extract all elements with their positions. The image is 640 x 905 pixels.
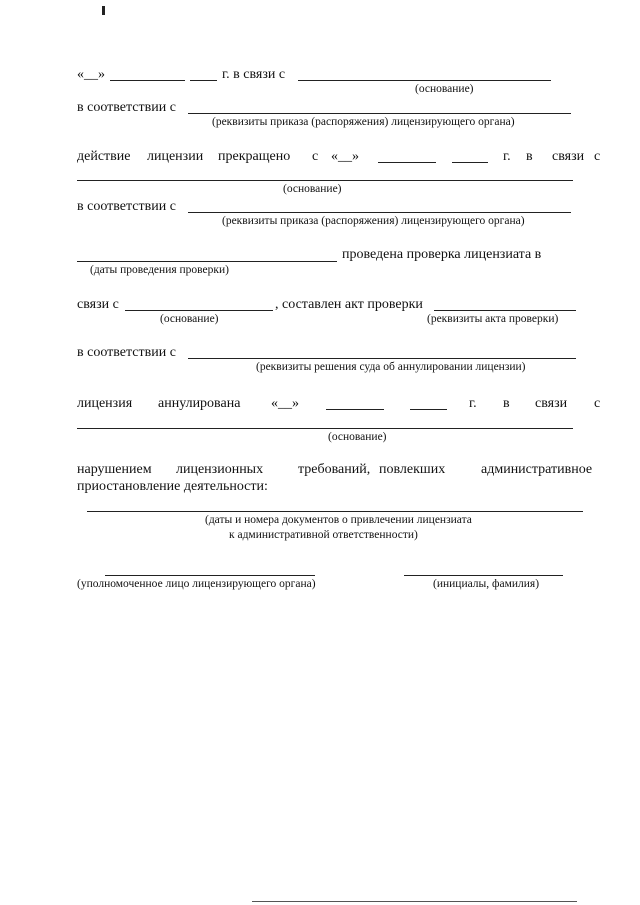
basis-field-1[interactable]	[298, 80, 551, 81]
para-word-5: административное	[481, 462, 593, 477]
order-details-field-2[interactable]	[188, 212, 571, 213]
inspection-dates-caption: (даты проведения проверки)	[90, 264, 229, 276]
act-drawn-label: , составлен акт проверки	[275, 297, 423, 312]
scan-edge-line	[252, 901, 577, 902]
para-word-3: требований,	[298, 462, 371, 477]
scan-mark	[102, 6, 105, 15]
para-line-2: приостановление деятельности:	[77, 479, 268, 494]
word-s-2: с	[594, 149, 601, 164]
date-year-blank-1[interactable]	[190, 80, 217, 81]
in-connection-label: связи с	[77, 297, 119, 312]
para-word-2: лицензионных	[176, 462, 264, 477]
word-g-2: г.	[469, 396, 477, 411]
word-litsenziya: лицензия	[77, 396, 133, 411]
year-in-connection-label-1: г. в связи с	[222, 67, 286, 82]
basis-caption-3: (основание)	[160, 313, 219, 325]
word-svyazi-2: связи	[535, 396, 568, 411]
word-annulirovana: аннулирована	[158, 396, 241, 411]
act-details-field[interactable]	[434, 310, 576, 311]
basis-field-3[interactable]	[125, 310, 273, 311]
date-month-blank-1[interactable]	[110, 80, 185, 81]
para-word-4: повлекших	[379, 462, 446, 477]
authorized-person-signature-field[interactable]	[105, 575, 315, 576]
date-quote-3: «__»	[271, 396, 299, 411]
basis-field-4[interactable]	[77, 428, 573, 429]
inspection-conducted-label: проведена проверка лицензиата в	[342, 247, 542, 262]
para-word-1: нарушением	[77, 462, 152, 477]
accordance-label-1: в соответствии с	[77, 100, 176, 115]
documents-caption-line-1: (даты и номера документов о привлечении лицензиата	[205, 514, 472, 526]
basis-caption-2: (основание)	[283, 183, 342, 195]
date-year-blank-3[interactable]	[410, 409, 447, 410]
word-v: в	[526, 149, 533, 164]
word-v-2: в	[503, 396, 510, 411]
initials-surname-caption: (инициалы, фамилия)	[433, 578, 540, 590]
court-decision-caption: (реквизиты решения суда об аннулировании лицензии)	[256, 361, 526, 373]
word-s: с	[312, 149, 319, 164]
word-litsenzii: лицензии	[147, 149, 204, 164]
basis-field-2[interactable]	[77, 180, 573, 181]
order-details-caption-2: (реквизиты приказа (распоряжения) лицензирующего органа)	[222, 215, 525, 227]
accordance-label-3: в соответствии с	[77, 345, 176, 360]
authorized-person-caption: (уполномоченное лицо лицензирующего органа)	[77, 578, 316, 590]
date-month-blank-3[interactable]	[326, 409, 384, 410]
court-decision-field[interactable]	[188, 358, 576, 359]
inspection-dates-field[interactable]	[77, 261, 337, 262]
accordance-label-2: в соответствии с	[77, 199, 176, 214]
word-prekrashcheno: прекращено	[218, 149, 291, 164]
basis-caption-1: (основание)	[415, 83, 474, 95]
date-year-blank-2[interactable]	[452, 162, 488, 163]
order-details-field-1[interactable]	[188, 113, 571, 114]
word-g: г.	[503, 149, 511, 164]
word-deystvie: действие	[77, 149, 131, 164]
word-s-3: с	[594, 396, 601, 411]
documents-field[interactable]	[87, 511, 583, 512]
basis-caption-4: (основание)	[328, 431, 387, 443]
date-month-blank-2[interactable]	[378, 162, 436, 163]
order-details-caption-1: (реквизиты приказа (распоряжения) лицензирующего органа)	[212, 116, 515, 128]
date-quote-1: «__»	[77, 67, 105, 82]
date-quote-2: «__»	[331, 149, 359, 164]
documents-caption-line-2: к административной ответственности)	[229, 529, 418, 541]
act-details-caption: (реквизиты акта проверки)	[427, 313, 559, 325]
initials-surname-field[interactable]	[404, 575, 563, 576]
word-svyazi: связи	[552, 149, 585, 164]
